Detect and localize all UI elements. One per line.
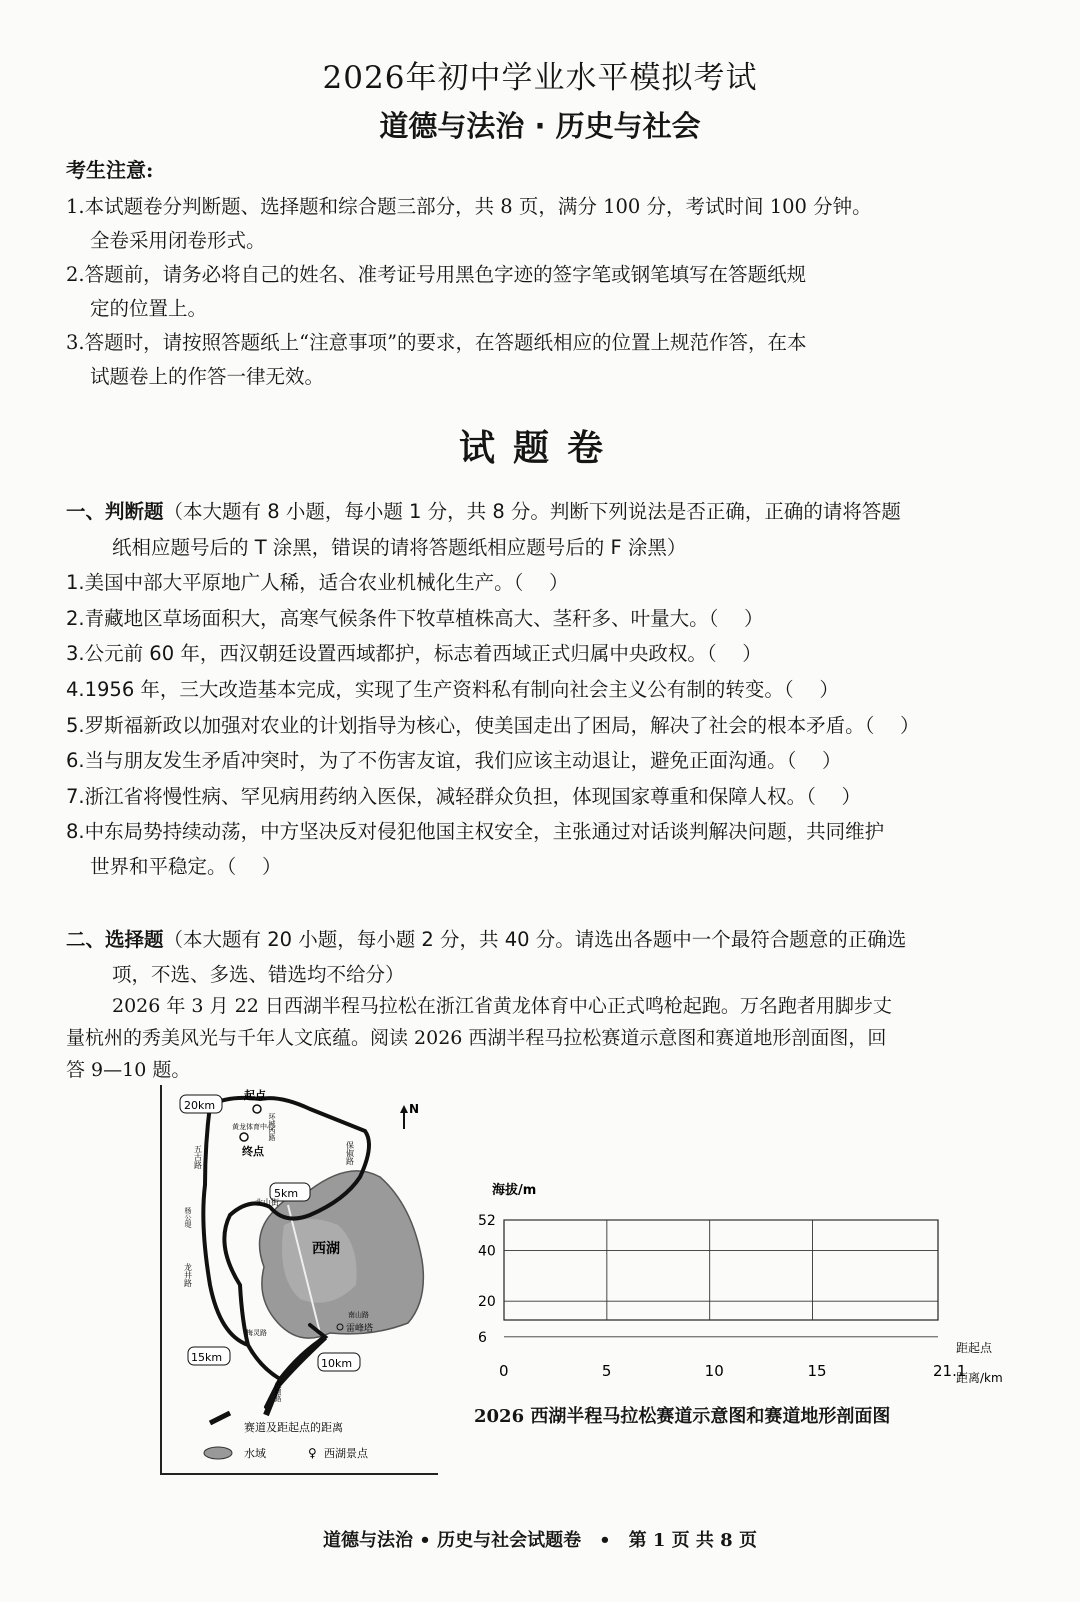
route-map [160, 1085, 436, 1475]
passage-line: 答 9—10 题。 [66, 1059, 191, 1081]
question-item: 7.浙江省将慢性病、罕见病用药纳入医保，减轻群众负担，体现国家尊重和保障人权。（ ） [66, 785, 862, 808]
page-footer: 道德与法治 • 历史与社会试题卷 • 第 1 页 共 8 页 [323, 1530, 757, 1551]
legend-water-icon [204, 1447, 232, 1459]
elevation-chart [470, 1170, 1030, 1390]
chart-y-tick-label: 6 [478, 1329, 487, 1346]
notice-line: 2.答题前，请务必将自己的姓名、准考证号用黑色字迹的签字笔或钢笔填写在答题纸规 [66, 263, 807, 286]
legend-pin-icon: ♀ [308, 1446, 317, 1460]
chart-xlabel: 距离/km [956, 1371, 1003, 1385]
road-label: 杨公堤 [184, 1207, 192, 1228]
part1-desc: （本大题有 8 小题，每小题 1 分，共 8 分。判断下列说法是否正确，正确的请将答题 [163, 500, 901, 523]
question-item: 4.1956 年，三大改造基本完成，实现了生产资料私有制向社会主义公有制的转变。（ ） [66, 678, 839, 701]
legend-spot-label: 西湖景点 [324, 1447, 368, 1460]
exam-subtitle: 道德与法治 · 历史与社会 [379, 109, 701, 143]
notice-line: 定的位置上。 [90, 297, 208, 320]
passage-line: 量杭州的秀美风光与千年人文底蕴。阅读 2026 西湖半程马拉松赛道示意图和赛道地形剖面图，回 [66, 1027, 887, 1049]
center-label: 黄龙体育中心 [232, 1123, 274, 1131]
km-label-5: 5km [274, 1187, 299, 1200]
question-item: 世界和平稳定。（ ） [90, 855, 282, 878]
north-label: N [409, 1102, 420, 1116]
km-label-15: 15km [191, 1351, 223, 1364]
chart-xlabel: 距起点 [956, 1341, 993, 1355]
chart-grid [504, 1220, 938, 1337]
chart-plot-frame [504, 1220, 938, 1320]
notice-line: 3.答题时，请按照答题纸上“注意事项”的要求，在答题纸相应的位置上规范作答，在本 [66, 331, 807, 354]
road-label: 南山路 [348, 1311, 369, 1319]
chart-y-tick-label: 20 [478, 1294, 496, 1311]
figure-caption: 2026 西湖半程马拉松赛道示意图和赛道地形剖面图 [474, 1406, 891, 1427]
end-marker [240, 1133, 248, 1141]
legend-water-label: 水域 [244, 1447, 266, 1460]
question-item: 3.公元前 60 年，西汉朝廷设置西域都护，标志着西域正式归属中央政权。（ ） [66, 642, 762, 665]
question-item: 5.罗斯福新政以加强对农业的计划指导为核心，使美国走出了困局，解决了社会的根本矛盾。（ ） [66, 714, 920, 737]
road-label: 梅灵路 [246, 1329, 267, 1337]
chart-x-tick-label: 21.1 [933, 1362, 967, 1380]
chart-x-tick-label: 15 [807, 1362, 827, 1380]
road-label: 龙井路 [183, 1263, 193, 1287]
road-label: 北山街 [255, 1198, 279, 1207]
passage-line: 2026 年 3 月 22 日西湖半程马拉松在浙江省黄龙体育中心正式鸣枪起跑。万名跑者用脚步丈 [112, 995, 892, 1017]
question-item: 6.当与朋友发生矛盾冲突时，为了不伤害友谊，我们应该主动退让，避免正面沟通。（ ） [66, 749, 842, 772]
part1-heading [66, 496, 901, 524]
chart-x-tick-label: 0 [499, 1362, 509, 1380]
part1-desc2: 纸相应题号后的 T 涂黑，错误的请将答题纸相应题号后的 F 涂黑） [112, 536, 687, 559]
chart-ylabel: 海拔/m [492, 1183, 537, 1198]
chart-y-tick-label: 52 [478, 1213, 496, 1229]
road-label: 虎跑路 [274, 1381, 282, 1402]
road-label: 环城西路 [268, 1113, 276, 1141]
notice-line: 1.本试题卷分判断题、选择题和综合题三部分，共 8 页，满分 100 分，考试时间 100 分钟。 [66, 195, 872, 218]
legend-route-icon [210, 1413, 230, 1423]
part2-desc: （本大题有 20 小题，每小题 2 分，共 40 分。请选出各题中一个最符合题意的正确选 [163, 928, 907, 951]
end-label: 终点 [242, 1145, 264, 1158]
road-label: 保俶路 [345, 1141, 355, 1165]
chart-x-tick-label: 10 [704, 1362, 724, 1380]
question-item: 8.中东局势持续动荡，中方坚决反对侵犯他国主权安全，主张通过对话谈判解决问题，共同维护 [66, 820, 885, 843]
part2-heading [66, 924, 906, 952]
chart-y-ticks [478, 1213, 496, 1346]
lake-label: 西湖 [312, 1241, 340, 1257]
notice-line: 试题卷上的作答一律无效。 [90, 365, 325, 388]
section-title: 试题卷 [458, 428, 621, 469]
start-label: 起点 [244, 1089, 266, 1102]
question-item: 2.青藏地区草场面积大，高寒气候条件下牧草植株高大、茎秆多、叶量大。（ ） [66, 607, 764, 630]
notice-line: 全卷采用闭卷形式。 [90, 229, 266, 252]
part2-desc2: 项，不选、多选、错选均不给分） [112, 963, 405, 986]
chart-x-ticks [499, 1362, 966, 1380]
road-label: 五古路 [193, 1145, 203, 1169]
start-marker [253, 1105, 261, 1113]
legend-route-label: 赛道及距起点的距离 [244, 1421, 343, 1434]
spot-label: 雷峰塔 [346, 1324, 374, 1334]
part2-label: 二、选择题 [66, 928, 164, 951]
chart-y-tick-label: 40 [478, 1243, 496, 1260]
question-item: 1.美国中部大平原地广人稀，适合农业机械化生产。（ ） [66, 571, 569, 594]
chart-x-tick-label: 5 [601, 1362, 612, 1380]
part1-label: 一、判断题 [66, 500, 164, 523]
exam-title: 2026年初中学业水平模拟考试 [322, 60, 758, 96]
km-label-20: 20km [184, 1099, 216, 1112]
km-label-10: 10km [321, 1357, 353, 1370]
notice-heading: 考生注意: [66, 158, 154, 182]
